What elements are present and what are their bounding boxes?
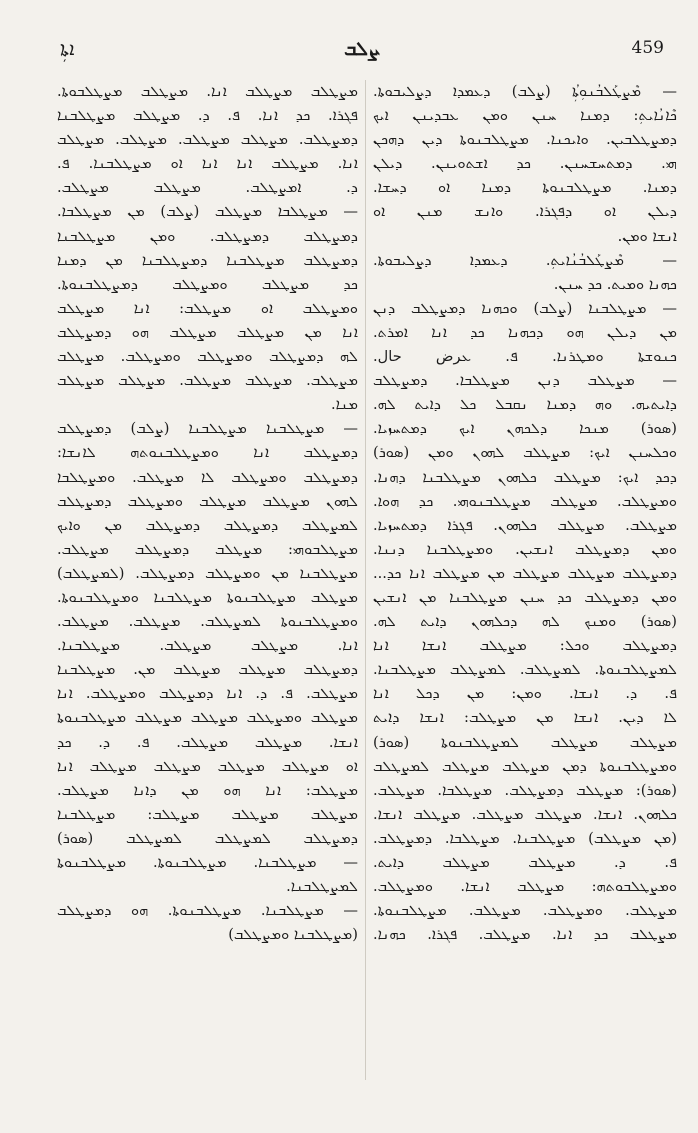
text-line: ܦܓܪܐ. ܟܕ ܐܢܐ. ܦ. ܕ. ܡܨܛܠܒ ܡܨܛܠܒܢܐ bbox=[57, 107, 358, 125]
text-line: ܠܡܨܛܠܒܢܐ. bbox=[286, 878, 358, 896]
text-line: ܕܡܨܛܠܒ ܡܨܛܠܒ ܡܨܛܠܒ ܡܢ ܡܨܛܠܒ ܐܢܐ ܟܕ... bbox=[373, 564, 677, 582]
text-line: ܐܢܐ. ܡܨܛܠܒ ܐܢܐ ܐܢܐ ܐܘ ܡܨܛܠܒܢܐ. ܦ. bbox=[57, 155, 358, 173]
text-line: (ܣܘܪ) ܡܢܟܐ ܕܠܟܗܢ ܐܝܟ ܕܡܬܚܙܝܐ. bbox=[373, 420, 677, 438]
text-line: ܕܡܨܛܠܒ ܘܟܠ: ܡܨܛܠܒ ܐܢܫܐ ܐܢܐ bbox=[373, 637, 677, 655]
text-line: ܐܢܐ. ܡܨܛܠܒ ܡܨܛܠܒ. ܡܨܛܠܒܢܐ. bbox=[57, 637, 358, 655]
text-line: (ܣܘܪ) ܘܡܢܟ ܠܗ ܕܟܠܗܘܢ ܕܐܝܬ ܠܗ. bbox=[373, 613, 677, 631]
text-line: — ܡܨܛܠܒܢܐ ܡܨܛܠܒܢܐ (ܨܠܒ) ܕܡܨܛܠܒ bbox=[57, 420, 358, 438]
text-line: ܘܡܨܛܠܒܢܘܬܐ ܠܡܨܛܠܒ. ܡܨܛܠܒ. ܡܨܛܠܒ. bbox=[57, 613, 358, 631]
text-line: ܕܡܨܛܠܒ ܡܨܛܠܒ ܡܨܛܠܒ ܡܢ. ܡܨܛܠܒܢܐ bbox=[57, 661, 358, 679]
text-line: ܘܡܢ ܕܡܨܛܠܒ ܐܢܫܝܢ. ܘܡܨܛܠܒܢܐ ܕܢܢܐ. bbox=[373, 540, 677, 558]
text-line: ܕܡܨܛܠܒ. ܡܨܛܠܒ ܡܨܛܠܒ. ܡܨܛܠܒ. ܡܨܛܠܒ bbox=[57, 131, 358, 149]
text-line: ܡܨܛܠܒ. ܦ. ܕ. ܐܢܐ ܕܡܨܛܠܒ ܘܡܨܛܠܒ. ܐܢܐ bbox=[57, 685, 358, 703]
text-line: ܕܟܕ ܐܝܟ: ܡܨܛܠܒ ܟܠܗܘܢ ܡܨܛܠܒܢܐ ܕܗܢܐ. bbox=[373, 468, 677, 486]
text-line: (ܡܢ ܡܨܛܠܒ) ܡܨܛܠܒܢܐ. ܡܨܛܠܒܐ. ܕܡܨܛܠܒ. bbox=[373, 829, 677, 847]
text-line: ܕܡܨܛܠܒ ܐܢܐ ܘܡܨܛܠܒܢܘܬܗ ܠܐܢܫܐ: bbox=[57, 444, 358, 462]
text-line: ܡܨܛܠܒ ܡܨܛܠܒܢܘܬܐ ܡܨܛܠܒܢܐ ܘܡܨܛܠܒܢܘܬܐ. bbox=[57, 588, 358, 606]
text-line: ܕܡܨܛܠܒ ܡܨܛܠܒܢܐ ܕܡܨܛܠܒܢܐ ܡܢ ܕܡܢܐ bbox=[57, 251, 358, 269]
text-line: ܠܐ ܕܝܢ. ܐܢܫܐ ܡܢ ܡܨܛܠܒ: ܐܢܫܐ ܕܐܝܬ bbox=[373, 709, 677, 727]
text-line: ܕܡܢܐ. ܡܨܛܠܒܢܘܬܐ ܕܡܢܐ ܐܘ ܕܚܫܐ. bbox=[373, 179, 677, 197]
text-line: ܠܡܨܛܠܒܢܘܬܐ. ܠܡܨܛܠܒ. ܠܡܨܛܠܒ ܡܨܛܠܒܢܐ. bbox=[373, 661, 677, 679]
text-line: ܠܗ ܕܡܨܛܠܒ ܘܡܨܛܠܒ ܘܡܨܛܠܒ. ܡܨܛܠܒ bbox=[57, 348, 358, 366]
left-column bbox=[57, 80, 358, 947]
header-center-word: ܨܠܒ bbox=[344, 38, 380, 60]
text-line: ܡܨܛܠܒ ܡܨܛܠܒ ܐܢܐ. ܡܨܛܠܒ ܡܨܛܠܒܘܬܐ. bbox=[57, 83, 358, 100]
column-divider bbox=[365, 80, 366, 1080]
right-column bbox=[373, 80, 677, 947]
text-line: — ܡܨܛܠܒܐ ܡܨܛܠܒ (ܨܠܒ) ܡܢ ܡܨܛܠܒܐ. bbox=[57, 203, 358, 221]
text-line: ܠܡܨܛܠܒ ܕܡܨܛܠܒ ܕܡܨܛܠܒ ܡܢ ܘܐܝܟ bbox=[57, 516, 358, 534]
text-line: ܦ. ܕ. ܡܨܛܠܒ ܡܨܛܠܒ ܕܐܝܬ. bbox=[373, 854, 677, 871]
text-line: ܐܢܐ ܡܢ ܡܨܛܠܒ ܡܨܛܠܒ ܗܘ ܕܡܨܛܠܒ bbox=[57, 323, 358, 341]
text-line: ܕܡܨܛܠܒ ܕܡܨܛܠܒ. ܘܡܢ ܡܨܛܠܒܢܐ bbox=[57, 227, 358, 245]
text-line: ܕܡܨܛܠܒ ܘܡܨܛܠܒ ܠܐ ܡܨܛܠܒ. ܘܡܨܛܠܒܐ bbox=[57, 468, 358, 486]
text-line: ܟܗܢܐ ܘܡܝܬ. ܟܕ ܚܢܢ. bbox=[553, 275, 677, 293]
page-number: 459 bbox=[631, 38, 664, 58]
text-line: ܡܨܛܠܒ: ܐܢܐ ܗܘ ܡܢ ܕܐܢܐ ܡܨܛܠܒ. bbox=[57, 781, 358, 799]
text-line: ܡܨܛܠܒ ܟܕ ܐܢܐ. ܡܨܛܠܒ. ܦܓܪܐ. ܟܗܢܐ. bbox=[373, 926, 677, 944]
text-line: ܡܨܛܠܒܢܐ ܡܢ ܘܡܨܛܠܒ ܕܡܨܛܠܒ. (ܠܡܨܛܠܒ) bbox=[57, 564, 358, 582]
text-line: ܘܡܨܛܠܒ ܐܘ ܡܨܛܠܒ: ܐܢܐ ܡܨܛܠܒ bbox=[57, 299, 358, 317]
text-line: — ܡܶܨܛܰܠܒܳܢܳܐܝܬܼ. ܕܥܡܕܐ ܕܨܠܝܒܘܬܐ. bbox=[373, 251, 677, 269]
text-line: ܕܡܨܛܠܒܝܢ. ܘܐܝܟܢܐ. ܡܨܛܠܒܢܘܬܐ ܕܝܢ ܕܗܟܢ bbox=[373, 131, 677, 149]
text-line: ܕܡܨܛܠܒ ܠܡܨܛܠܒ ܠܡܨܛܠܒ (ܣܘܪ) bbox=[57, 829, 358, 847]
text-line: — ܡܨܛܠܒܢܐ. ܡܨܛܠܒܢܘܬܐ. ܗܘ ܕܡܨܛܠܒ bbox=[57, 902, 358, 920]
text-line: ܕܝܠܢ ܐܘ ܕܦܓܪܐ. ܘܐܢܫ ܡܢܢ ܐܘ bbox=[373, 203, 677, 221]
text-line: — ܡܨܛܠܒܢܐ. ܡܨܛܠܒܢܘܬܐ. ܡܨܛܠܒܢܘܬܐ bbox=[57, 854, 358, 871]
text-line: ܡܨܛܠܒ. ܡܨܛܠܒ ܡܨܛܠܒ. ܡܨܛܠܒ ܡܨܛܠܒ bbox=[57, 372, 358, 390]
text-line: ܠܗܘܢ ܡܨܛܠܒ ܡܨܛܠܒ ܘܡܨܛܠܒ ܕܡܨܛܠܒ bbox=[57, 492, 358, 510]
text-line: ܡܨܛܠܒ ܡܨܛܠܒ ܡܨܛܠܒ: ܡܨܛܠܒܢܐ bbox=[57, 805, 358, 823]
text-line: ܐܢܫܐ. ܡܨܛܠܒ ܡܨܛܠܒ. ܦ. ܕ. ܟܕ bbox=[57, 733, 358, 751]
text-line: ܡܨܛܠܒ ܡܨܛܠܒ ܠܡܨܛܠܒܢܘܬܐ (ܣܘܪ) bbox=[373, 733, 677, 751]
text-line: ܟܢܘܫܬܐ ܘܡܛܪܢܐ. ܦ. ܥرض حال. bbox=[373, 348, 677, 366]
text-line: ܗܝ. ܕܡܬܚܫܚܢܢ. ܟܕ ܐܫܬܘܝܢܢ. ܕܝܠܢ bbox=[373, 155, 677, 173]
text-line: ܟܕ ܡܨܛܠܒ ܘܡܨܛܠܒ ܕܡܨܛܠܒܢܘܬܐ. bbox=[57, 275, 358, 293]
header-left-word: ܐܬܼܐ bbox=[60, 38, 75, 60]
text-line: ܐܘ ܡܨܛܠܒ ܡܨܛܠܒ ܡܨܛܠܒ ܡܨܛܠܒ ܐܢܐ bbox=[57, 757, 358, 775]
text-line: ܕ. ܐܡܨܛܠܒ. ܡܨܛܠܒ ܡܨܛܠܒ. bbox=[57, 179, 358, 197]
text-line: ܘܡܨܛܠܒ. ܡܨܛܠܒ ܡܨܛܠܒܢܘܗܝ. ܟܕ ܗܘܐ. bbox=[373, 492, 677, 510]
text-line: (ܡܨܛܠܒܢܐ ܘܡܨܛܠܒ) bbox=[228, 926, 358, 944]
text-line: ܘܡܢ ܕܡܨܛܠܒ ܟܕ ܚܢܢ ܡܨܛܠܒܢܐ ܡܢ ܐܢܫܝܢ bbox=[373, 588, 677, 606]
text-line: — ܡܨܛܠܒܢܐ (ܨܠܒ) ܘܟܗܢܐ ܕܡܨܛܠܒ ܕܢܢ bbox=[373, 299, 677, 317]
text-line: ܡܨܛܠܒܘܗܝ: ܡܨܛܠܒ ܕܡܨܛܠܒ ܡܨܛܠܒ. bbox=[57, 540, 358, 558]
text-line: (ܣܘܪ): ܡܨܛܠܒ ܕܡܨܛܠܒ. ܡܨܛܠܒܐ. ܡܨܛܠܒ. bbox=[373, 781, 677, 799]
text-line: — ܡܨܛܠܒ ܕܢܢ ܡܨܛܠܒܐ. ܕܡܨܛܠܒ bbox=[373, 372, 677, 390]
text-line: ܡܨܛܠܒ. ܡܨܛܠܒ ܟܠܗܘܢ. ܦܓܪܐ ܕܡܬܚܙܝܐ. bbox=[373, 516, 677, 534]
text-line: ܟܶܐܢܳܐܝܬܼ: ܕܡܢܐ ܚܢܢ ܘܡܢ ܥܒܕܝܢܢ ܐܝܟ bbox=[373, 107, 677, 125]
text-line: ܦ. ܕ. ܐܢܫܐ. ܘܡܢ: ܡܢ ܕܟܠ ܐܢܐ bbox=[373, 685, 677, 703]
page-header bbox=[60, 38, 664, 64]
text-line: ܡܢܐ. bbox=[330, 396, 358, 414]
text-line: ܘܡܨܛܠܒܘܬܗ: ܡܨܛܠܒ ܐܢܫܐ. ܘܡܨܛܠܒ. bbox=[373, 878, 677, 896]
text-line: ܕܐܝܬܝܗ. ܘܗ ܕܡܢܐ ܢܩܒܠ ܟܠ ܕܐܝܬ ܠܗ. bbox=[373, 396, 677, 414]
text-line: ܡܨܛܠܒ. ܘܡܨܛܠܒ. ܡܨܛܠܒ. ܡܨܛܠܒܢܘܬܐ. bbox=[373, 902, 677, 920]
text-line: ܟܠܗܘܢ. ܐܢܫܐ. ܡܨܛܠܒ ܡܨܛܠܒ. ܡܨܛܠܒ ܐܢܫܐ. bbox=[373, 805, 677, 823]
text-line: ܡܢ ܕܝܠܢ ܗܘ ܕܟܗܢܐ ܟܕ ܐܢܐ ܐܡܪܬ. bbox=[373, 323, 677, 341]
text-line: ܡܨܛܠܒ ܘܡܨܛܠܒ ܡܨܛܠܒ ܡܨܛܠܒ ܡܨܛܠܒܢܘܬܐ bbox=[57, 709, 358, 727]
text-line: ܘܟܠܚܢܢ ܐܝܟ: ܡܨܛܠܒ ܠܗܘܢ ܘܡܢ (ܣܘܪ) bbox=[373, 444, 677, 462]
text-line: — ܡܶܨܛܰܠܒܳܢܘܼܬܼܳܐ (ܨܠܒ) ܕܥܡܕܐ ܕܨܠܝܒܘܬܐ. bbox=[373, 83, 677, 100]
text-line: ܘܡܨܛܠܒܢܘܬܐ ܕܡܢ ܡܨܛܠܒ ܡܨܛܠܒ ܠܡܨܛܠܒ bbox=[373, 757, 677, 775]
text-line: ܐܢܫܐ ܘܡܢ. bbox=[617, 227, 677, 245]
